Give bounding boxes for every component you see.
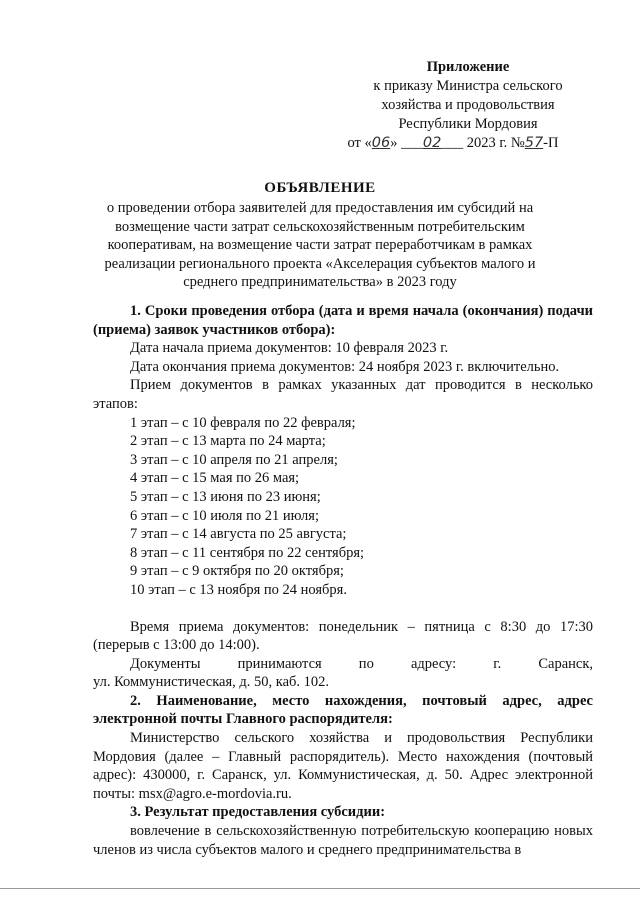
reception-time: Время приема документов: понедельник – пятница с 8:30 до 17:30 (перерыв с 13:00 до 14:00). (93, 618, 593, 654)
appendix-title: Приложение (426, 59, 510, 75)
list-item: 2 этап – с 13 марта по 24 марта; (130, 433, 326, 450)
list-item: 5 этап – с 13 июня по 23 июня; (130, 488, 321, 505)
list-item: 4 этап – с 15 мая по 26 мая; (130, 470, 300, 487)
list-item: 1 этап – с 10 февраля по 22 февраля; (130, 414, 356, 431)
section-2-text: Министерство сельского хозяйства и продовольствия Республики Мордовия (далее – Главный распорядитель). Место нахождения (почтовый адрес): 430000, г. Саранск, ул. Коммунистическая, д. 50. Адрес электронной почты: msx@agro.e-mordovia.ru. (93, 730, 593, 802)
list-item: 10 этап – с 13 ноября по 24 ноября. (130, 581, 347, 598)
number-suffix: -П (543, 135, 559, 151)
date-mid: » ___ (390, 135, 423, 151)
announcement-title: ОБЪЯВЛЕНИЕ (264, 180, 376, 196)
date-tail: ___ 2023 г. № (441, 135, 525, 151)
section-1-heading: 1. Сроки проведения отбора (дата и время начала (окончания) подачи (приема) заявок участников отбора): (93, 303, 593, 338)
address-line-2: ул. Коммунистическая, д. 50, каб. 102. (93, 674, 330, 691)
list-item: 9 этап – с 9 октября по 20 октября; (130, 563, 344, 580)
list-item: 8 этап – с 11 сентября по 22 сентября; (130, 544, 365, 561)
section-3-heading: 3. Результат предоставления субсидии: (130, 804, 386, 821)
stages-list (93, 414, 593, 600)
scan-edge-line (0, 888, 640, 889)
stages-intro: Прием документов в рамках указанных дат проводится в несколько этапов: (93, 377, 593, 412)
date-prefix: от « (347, 135, 372, 151)
start-date: Дата начала приема документов: 10 февраля 2023 г. (130, 340, 449, 357)
list-item: 3 этап – с 10 апреля по 21 апреля; (130, 451, 338, 468)
end-date: Дата окончания приема документов: 24 ноября 2023 г. включительно. (130, 358, 560, 375)
appendix-block (348, 58, 588, 153)
section-2-heading: 2. Наименование, место нахождения, почтовый адрес, адрес электронной почты Главного распорядителя: (93, 692, 593, 728)
appendix-date-line (318, 134, 588, 153)
section-3-text: вовлечение в сельскохозяйственную потребительскую кооперацию новых членов из числа субъектов малого и среднего предпринимательства в (93, 823, 593, 858)
appendix-line-2: хозяйства и продовольствия (381, 97, 555, 113)
appendix-line-1: к приказу Министра сельского (373, 78, 563, 94)
handwritten-month: 02 (422, 135, 442, 151)
list-item: 6 этап – с 10 июля по 21 июля; (130, 507, 319, 524)
document-body (93, 302, 593, 859)
list-item: 7 этап – с 14 августа по 25 августа; (130, 526, 347, 543)
handwritten-number: 57 (524, 135, 544, 151)
handwritten-day: 06 (371, 135, 391, 151)
address-line-1: Документы принимаются по адресу: г. Саранск, (130, 655, 593, 672)
appendix-line-3: Республики Мордовия (398, 116, 538, 132)
announcement-subtitle: о проведении отбора заявителей для предоставления им субсидий на возмещение части затрат сельскохозяйственным потребительским кооперативам, на возмещение части затрат переработчикам в рамках реализации регионального проекта «Акселерация субъектов малого и среднего предпринимательства» в 2023 году (104, 200, 536, 290)
